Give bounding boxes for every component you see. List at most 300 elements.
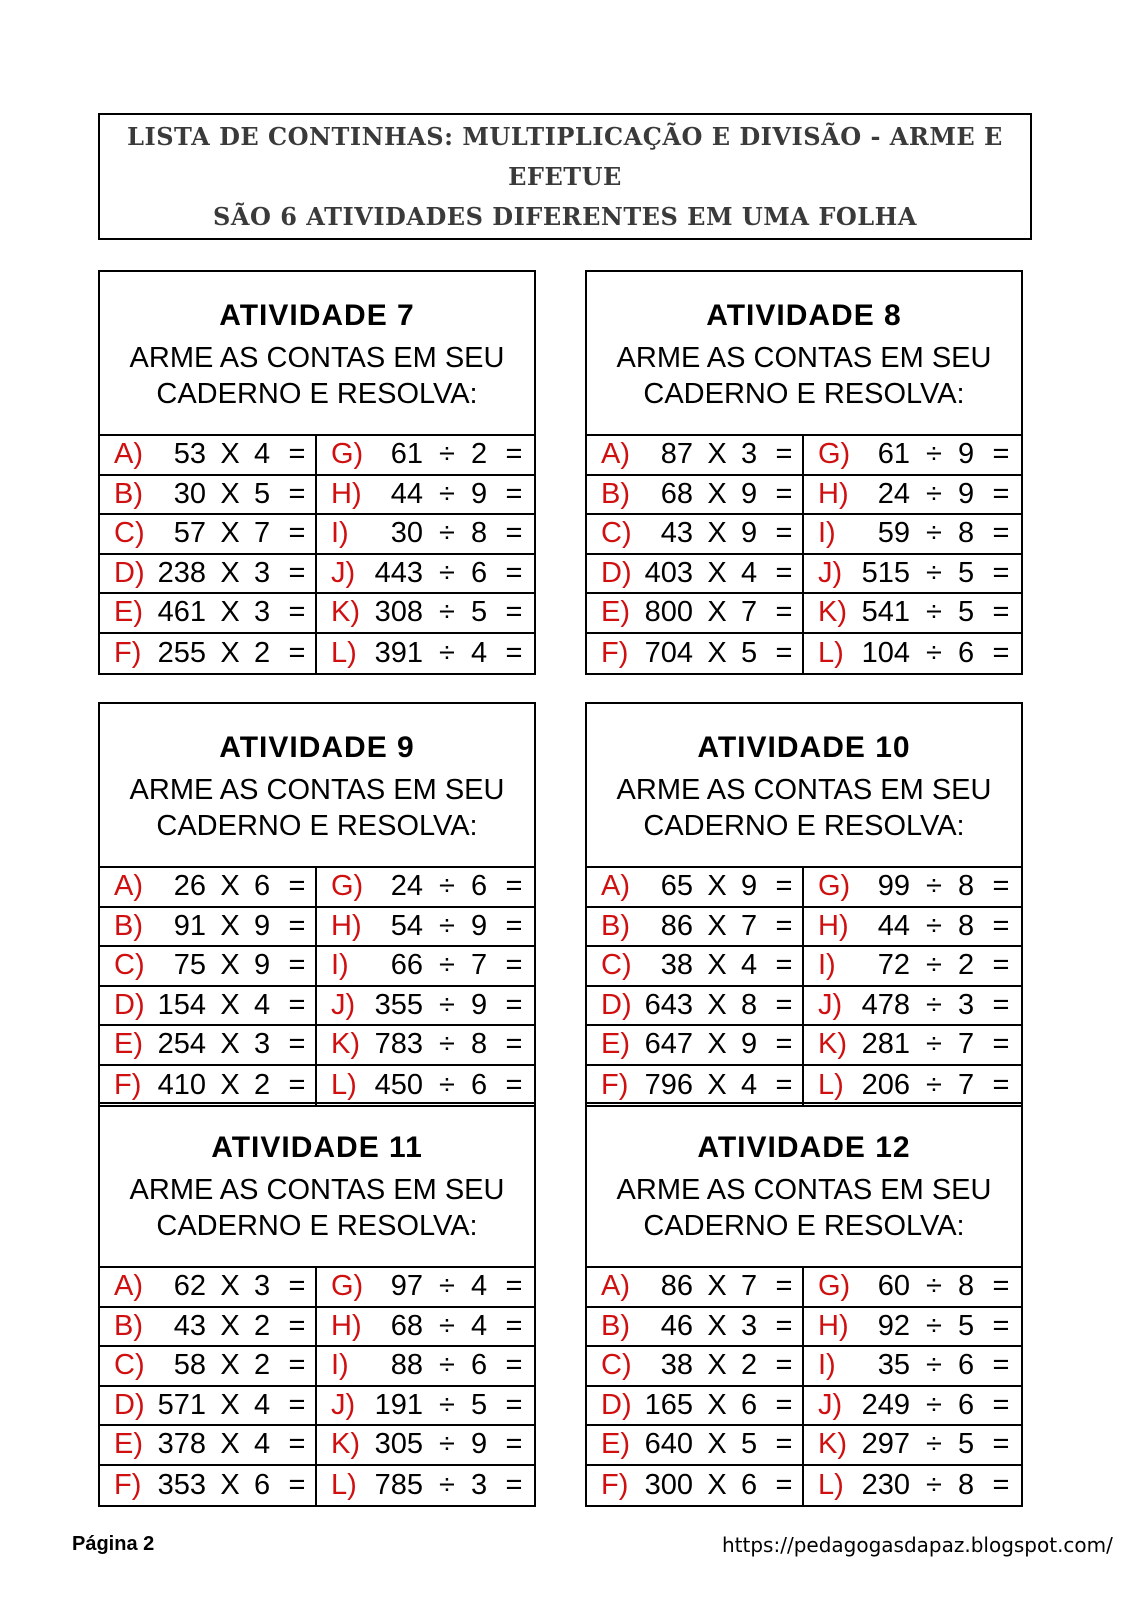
equals-sign: = — [775, 517, 793, 550]
operand-2: 2 — [254, 1309, 271, 1342]
operand-2: 7 — [741, 1270, 758, 1303]
operator: ÷ — [926, 1068, 942, 1101]
operator: X — [707, 517, 727, 550]
operand-1: 97 — [390, 1270, 423, 1303]
operand-2: 6 — [958, 636, 975, 669]
exercise-label: E) — [601, 1428, 630, 1461]
exercise-column-right — [804, 436, 1021, 673]
activity-title: ATIVIDADE 12 — [697, 1131, 911, 1164]
equals-sign: = — [505, 1388, 523, 1421]
operator: X — [220, 870, 240, 903]
operand-1: 57 — [173, 517, 206, 550]
operator: X — [707, 1309, 727, 1342]
page-number: Página 2 — [72, 1533, 155, 1555]
operand-1: 403 — [644, 556, 693, 589]
operand-1: 24 — [390, 870, 423, 903]
exercise-row — [317, 1426, 534, 1466]
activity-title: ATIVIDADE 8 — [706, 299, 902, 332]
equals-sign: = — [288, 988, 306, 1021]
operand-1: 254 — [157, 1028, 206, 1061]
exercise-row — [100, 634, 315, 674]
exercise-row — [100, 515, 315, 555]
operand-2: 6 — [471, 870, 488, 903]
operator: X — [220, 438, 240, 471]
equals-sign: = — [288, 1349, 306, 1382]
exercise-row — [804, 1426, 1021, 1466]
equals-sign: = — [505, 988, 523, 1021]
equals-sign: = — [288, 1428, 306, 1461]
operand-2: 6 — [958, 1388, 975, 1421]
operand-1: 785 — [374, 1468, 423, 1501]
activity-box — [98, 702, 536, 1107]
equals-sign: = — [505, 556, 523, 589]
exercise-label: F) — [114, 1068, 142, 1101]
exercise-row — [804, 1066, 1021, 1106]
operator: ÷ — [926, 1468, 942, 1501]
exercise-row — [587, 436, 802, 476]
operand-2: 3 — [958, 988, 975, 1021]
operator: ÷ — [439, 1309, 455, 1342]
operand-2: 5 — [958, 596, 975, 629]
operand-1: 410 — [157, 1068, 206, 1101]
operator: ÷ — [926, 1388, 942, 1421]
operator: X — [707, 949, 727, 982]
equals-sign: = — [775, 1068, 793, 1101]
operator: ÷ — [926, 1428, 942, 1461]
operand-2: 3 — [254, 556, 271, 589]
exercise-row — [587, 987, 802, 1027]
exercise-row — [587, 1347, 802, 1387]
instruction-line-1: ARME AS CONTAS EM SEU — [129, 1174, 505, 1206]
operator: X — [707, 1270, 727, 1303]
exercise-label: G) — [818, 1270, 851, 1303]
activity-title: ATIVIDADE 11 — [211, 1131, 423, 1164]
equals-sign: = — [288, 1468, 306, 1501]
operand-2: 4 — [254, 438, 271, 471]
operator: ÷ — [439, 596, 455, 629]
exercise-label: B) — [114, 909, 143, 942]
operand-1: 44 — [877, 909, 910, 942]
exercise-label: H) — [818, 1309, 849, 1342]
equals-sign: = — [992, 477, 1010, 510]
operand-2: 9 — [254, 909, 271, 942]
operand-2: 7 — [254, 517, 271, 550]
operator: X — [220, 517, 240, 550]
operand-2: 8 — [958, 517, 975, 550]
equals-sign: = — [992, 596, 1010, 629]
operand-1: 104 — [861, 636, 910, 669]
equals-sign: = — [992, 1068, 1010, 1101]
exercise-row — [100, 868, 315, 908]
equals-sign: = — [992, 949, 1010, 982]
exercise-row — [100, 1347, 315, 1387]
operator: X — [220, 1028, 240, 1061]
activity-box — [585, 702, 1023, 1107]
operand-1: 88 — [390, 1349, 423, 1382]
exercise-grid — [587, 868, 1021, 1105]
exercise-row — [804, 634, 1021, 674]
exercise-label: C) — [114, 1349, 145, 1382]
exercise-row — [804, 515, 1021, 555]
operand-2: 4 — [254, 1428, 271, 1461]
exercise-label: I) — [818, 1349, 836, 1382]
exercise-label: C) — [114, 517, 145, 550]
operator: X — [707, 596, 727, 629]
exercise-label: L) — [331, 1068, 357, 1101]
exercise-label: G) — [331, 1270, 364, 1303]
operand-1: 91 — [173, 909, 206, 942]
exercise-row — [317, 515, 534, 555]
exercise-column-right — [317, 1268, 534, 1505]
exercise-label: J) — [331, 556, 356, 589]
exercise-label: K) — [818, 596, 847, 629]
exercise-label: J) — [818, 1388, 843, 1421]
equals-sign: = — [288, 438, 306, 471]
operand-2: 6 — [471, 556, 488, 589]
exercise-row — [587, 594, 802, 634]
exercise-row — [317, 1308, 534, 1348]
equals-sign: = — [992, 1028, 1010, 1061]
header-box — [98, 113, 1032, 240]
equals-sign: = — [775, 1270, 793, 1303]
exercise-label: A) — [601, 1270, 630, 1303]
activity-instruction — [587, 340, 1021, 412]
operand-1: 206 — [861, 1068, 910, 1101]
exercise-column-left — [100, 1268, 317, 1505]
operand-1: 300 — [644, 1468, 693, 1501]
exercise-label: H) — [331, 477, 362, 510]
exercise-row — [587, 947, 802, 987]
exercise-label: F) — [601, 636, 629, 669]
exercise-row — [587, 555, 802, 595]
exercise-label: H) — [818, 909, 849, 942]
exercise-row — [100, 947, 315, 987]
operator: X — [707, 870, 727, 903]
exercise-row — [804, 1308, 1021, 1348]
equals-sign: = — [288, 909, 306, 942]
equals-sign: = — [505, 1349, 523, 1382]
operand-1: 30 — [173, 477, 206, 510]
operand-1: 43 — [660, 517, 693, 550]
exercise-row — [804, 1387, 1021, 1427]
activity-box — [585, 1102, 1023, 1507]
operand-2: 7 — [741, 909, 758, 942]
equals-sign: = — [505, 1270, 523, 1303]
instruction-line-2: CADERNO E RESOLVA: — [643, 810, 965, 842]
operator: ÷ — [439, 1028, 455, 1061]
exercise-row — [317, 634, 534, 674]
operator: X — [220, 988, 240, 1021]
activity-instruction — [100, 772, 534, 844]
exercise-grid — [587, 1268, 1021, 1505]
instruction-line-2: CADERNO E RESOLVA: — [156, 378, 478, 410]
operator: X — [707, 556, 727, 589]
exercise-row — [317, 476, 534, 516]
exercise-label: I) — [818, 517, 836, 550]
exercise-row — [804, 908, 1021, 948]
exercise-label: A) — [114, 1270, 143, 1303]
equals-sign: = — [775, 988, 793, 1021]
operand-2: 8 — [958, 1468, 975, 1501]
exercise-row — [317, 1066, 534, 1106]
operand-1: 60 — [877, 1270, 910, 1303]
equals-sign: = — [505, 1309, 523, 1342]
operand-1: 796 — [644, 1068, 693, 1101]
operand-1: 38 — [660, 1349, 693, 1382]
operand-2: 8 — [958, 870, 975, 903]
exercise-row — [100, 1387, 315, 1427]
exercise-label: G) — [331, 870, 364, 903]
exercise-label: K) — [818, 1028, 847, 1061]
exercise-label: F) — [601, 1068, 629, 1101]
operand-2: 3 — [254, 596, 271, 629]
operator: ÷ — [926, 556, 942, 589]
operand-1: 249 — [861, 1388, 910, 1421]
operator: ÷ — [926, 1309, 942, 1342]
equals-sign: = — [992, 1428, 1010, 1461]
operand-2: 9 — [471, 909, 488, 942]
exercise-row — [100, 987, 315, 1027]
operand-2: 5 — [254, 477, 271, 510]
activity-title: ATIVIDADE 7 — [219, 299, 415, 332]
equals-sign: = — [992, 1349, 1010, 1382]
equals-sign: = — [505, 1068, 523, 1101]
equals-sign: = — [505, 438, 523, 471]
operand-1: 255 — [157, 636, 206, 669]
equals-sign: = — [505, 870, 523, 903]
equals-sign: = — [775, 1349, 793, 1382]
exercise-row — [317, 868, 534, 908]
exercise-label: E) — [601, 1028, 630, 1061]
equals-sign: = — [992, 517, 1010, 550]
exercise-label: D) — [601, 988, 632, 1021]
equals-sign: = — [775, 556, 793, 589]
operator: X — [220, 556, 240, 589]
operand-1: 68 — [390, 1309, 423, 1342]
operand-1: 58 — [173, 1349, 206, 1382]
instruction-line-1: ARME AS CONTAS EM SEU — [616, 774, 992, 806]
exercise-label: E) — [114, 596, 143, 629]
operator: ÷ — [439, 438, 455, 471]
activity-instruction — [100, 340, 534, 412]
exercise-column-left — [100, 868, 317, 1105]
equals-sign: = — [288, 556, 306, 589]
operand-1: 191 — [374, 1388, 423, 1421]
exercise-column-left — [587, 1268, 804, 1505]
operand-1: 59 — [877, 517, 910, 550]
activity-box — [98, 1102, 536, 1507]
exercise-label: K) — [331, 1028, 360, 1061]
exercise-label: D) — [601, 1388, 632, 1421]
equals-sign: = — [288, 1388, 306, 1421]
exercise-label: I) — [331, 949, 349, 982]
exercise-label: B) — [114, 1309, 143, 1342]
operator: ÷ — [926, 870, 942, 903]
exercise-column-right — [804, 868, 1021, 1105]
operator: ÷ — [926, 909, 942, 942]
operator: X — [707, 477, 727, 510]
exercise-row — [317, 908, 534, 948]
operand-2: 5 — [471, 596, 488, 629]
operand-2: 7 — [741, 596, 758, 629]
operator: ÷ — [439, 556, 455, 589]
exercise-label: D) — [114, 1388, 145, 1421]
operand-1: 783 — [374, 1028, 423, 1061]
operand-1: 68 — [660, 477, 693, 510]
exercise-column-left — [100, 436, 317, 673]
exercise-column-left — [587, 868, 804, 1105]
activity-header — [587, 272, 1021, 436]
exercise-row — [804, 868, 1021, 908]
exercise-row — [317, 436, 534, 476]
equals-sign: = — [288, 1309, 306, 1342]
exercise-label: I) — [331, 517, 349, 550]
operator: X — [220, 949, 240, 982]
operand-2: 9 — [471, 988, 488, 1021]
operator: ÷ — [439, 1068, 455, 1101]
exercise-row — [804, 987, 1021, 1027]
operand-2: 8 — [741, 988, 758, 1021]
exercise-label: B) — [601, 477, 630, 510]
operand-1: 571 — [157, 1388, 206, 1421]
operand-1: 704 — [644, 636, 693, 669]
activity-instruction — [587, 1172, 1021, 1244]
operand-2: 9 — [471, 477, 488, 510]
equals-sign: = — [775, 909, 793, 942]
operand-2: 5 — [471, 1388, 488, 1421]
operand-1: 35 — [877, 1349, 910, 1382]
operator: X — [220, 909, 240, 942]
operand-2: 6 — [471, 1068, 488, 1101]
operand-2: 4 — [741, 949, 758, 982]
equals-sign: = — [288, 870, 306, 903]
equals-sign: = — [288, 1068, 306, 1101]
equals-sign: = — [288, 1270, 306, 1303]
operator: ÷ — [926, 596, 942, 629]
operand-1: 46 — [660, 1309, 693, 1342]
equals-sign: = — [505, 909, 523, 942]
operator: ÷ — [439, 1388, 455, 1421]
exercise-label: E) — [601, 596, 630, 629]
operand-2: 3 — [254, 1270, 271, 1303]
operand-2: 5 — [741, 636, 758, 669]
instruction-line-1: ARME AS CONTAS EM SEU — [129, 774, 505, 806]
operator: X — [220, 1428, 240, 1461]
operator: X — [220, 477, 240, 510]
operator: X — [707, 1349, 727, 1382]
operand-2: 4 — [741, 556, 758, 589]
operand-1: 647 — [644, 1028, 693, 1061]
exercise-row — [100, 1426, 315, 1466]
equals-sign: = — [775, 1309, 793, 1342]
exercise-row — [587, 1426, 802, 1466]
equals-sign: = — [992, 438, 1010, 471]
exercise-row — [804, 1026, 1021, 1066]
activity-header — [100, 272, 534, 436]
exercise-row — [587, 1466, 802, 1506]
equals-sign: = — [775, 1468, 793, 1501]
operator: ÷ — [439, 909, 455, 942]
operator: ÷ — [439, 949, 455, 982]
exercise-row — [804, 594, 1021, 634]
equals-sign: = — [992, 909, 1010, 942]
exercise-row — [100, 555, 315, 595]
exercise-label: A) — [601, 438, 630, 471]
operand-2: 5 — [958, 1309, 975, 1342]
exercise-label: F) — [114, 636, 142, 669]
operator: ÷ — [439, 1270, 455, 1303]
operand-1: 230 — [861, 1468, 910, 1501]
operand-2: 2 — [471, 438, 488, 471]
exercise-row — [317, 1466, 534, 1506]
operator: X — [707, 988, 727, 1021]
exercise-row — [804, 476, 1021, 516]
operand-2: 7 — [958, 1068, 975, 1101]
exercise-row — [100, 1308, 315, 1348]
operand-2: 3 — [254, 1028, 271, 1061]
operator: X — [707, 438, 727, 471]
operand-1: 24 — [877, 477, 910, 510]
operand-1: 443 — [374, 556, 423, 589]
operator: X — [707, 1388, 727, 1421]
operand-1: 30 — [390, 517, 423, 550]
exercise-row — [317, 1268, 534, 1308]
operator: X — [220, 1068, 240, 1101]
operator: X — [707, 636, 727, 669]
exercise-row — [804, 555, 1021, 595]
exercise-label: H) — [331, 909, 362, 942]
operand-2: 6 — [741, 1388, 758, 1421]
equals-sign: = — [775, 477, 793, 510]
equals-sign: = — [505, 1468, 523, 1501]
operand-2: 4 — [471, 636, 488, 669]
operand-1: 515 — [861, 556, 910, 589]
exercise-row — [804, 436, 1021, 476]
exercise-label: C) — [114, 949, 145, 982]
operand-1: 800 — [644, 596, 693, 629]
operand-2: 6 — [254, 870, 271, 903]
operator: X — [707, 1468, 727, 1501]
operator: ÷ — [926, 438, 942, 471]
operand-2: 5 — [958, 1428, 975, 1461]
exercise-label: A) — [114, 870, 143, 903]
operator: ÷ — [926, 1028, 942, 1061]
instruction-line-2: CADERNO E RESOLVA: — [156, 1210, 478, 1242]
exercise-row — [804, 1466, 1021, 1506]
equals-sign: = — [288, 517, 306, 550]
operand-2: 2 — [254, 1349, 271, 1382]
exercise-row — [587, 515, 802, 555]
equals-sign: = — [775, 1428, 793, 1461]
operand-2: 9 — [741, 477, 758, 510]
equals-sign: = — [288, 477, 306, 510]
exercise-label: B) — [601, 909, 630, 942]
exercise-label: G) — [818, 870, 851, 903]
exercise-row — [587, 1066, 802, 1106]
operator: X — [220, 1468, 240, 1501]
operand-2: 6 — [254, 1468, 271, 1501]
equals-sign: = — [775, 870, 793, 903]
equals-sign: = — [288, 636, 306, 669]
exercise-row — [587, 1268, 802, 1308]
operand-2: 9 — [741, 517, 758, 550]
equals-sign: = — [288, 1028, 306, 1061]
operator: X — [220, 636, 240, 669]
operator: X — [220, 1388, 240, 1421]
operand-1: 461 — [157, 596, 206, 629]
equals-sign: = — [992, 636, 1010, 669]
exercise-row — [100, 594, 315, 634]
